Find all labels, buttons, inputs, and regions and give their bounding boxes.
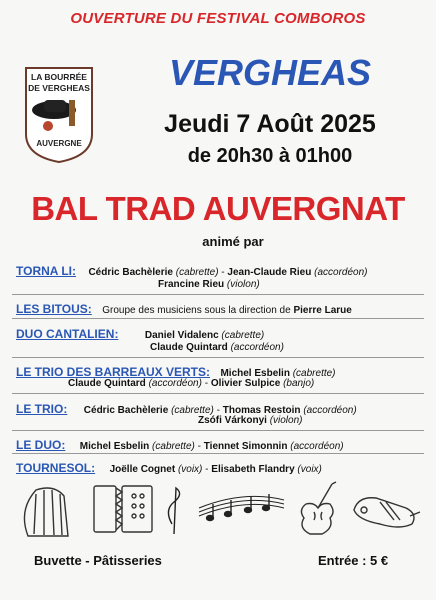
group-name: DUO CANTALIEN: [16,327,119,341]
musician-name: Michel Esbelin [79,441,150,452]
musician-name: Daniel Vidalenc [144,330,219,341]
musician-name: Zsófi Várkonyi [198,415,267,426]
instruments-illustration [14,480,424,542]
musician-name: Claude Quintard [68,378,146,389]
instrument: (accordéon) [230,342,284,353]
group-name: LES BITOUS: [16,302,92,316]
badge-icon [22,64,96,164]
hurdy-gurdy-icon [354,498,420,527]
separator: - [218,267,228,278]
group-name: LE TRIO: [16,402,68,416]
group-les-bitous [16,300,426,318]
event-subtitle: animé par [202,234,264,249]
instrument: (accordéon) [148,378,202,389]
instrument: (voix) [297,464,322,475]
group-name: TOURNESOL: [16,461,96,475]
refreshments-info: Buvette - Pâtisseries [34,553,162,568]
instrument: (banjo) [283,378,315,389]
festival-header: OUVERTURE DU FESTIVAL COMBOROS [70,10,366,27]
musician-name: Cédric Bachèlerie [83,405,169,416]
instrument: (cabrette) [221,330,265,341]
musician-name: Cédric Bachèlerie [88,267,173,278]
instrument: (cabrette) [152,441,195,452]
separator: - [194,441,204,452]
instrument: (cabrette) [175,267,219,278]
instrument: (violon) [269,415,303,426]
group-duo-cantalien-line2 [150,342,284,353]
music-notes-icon [168,488,284,534]
divider [12,294,424,295]
musician-name: Tiennet Simonnin [203,441,288,452]
entry-price: Entrée : 5 € [318,553,389,568]
instrument: (cabrette) [171,405,214,416]
group-description: Groupe des musiciens sous la direction de [102,305,291,316]
group-name: TORNA LI: [16,264,76,278]
divider [12,430,424,431]
badge-line2: DE VERGHEAS [28,83,90,93]
divider [12,357,424,358]
event-title: BAL TRAD AUVERGNAT [31,190,405,227]
musician-name: Pierre Larue [293,305,352,316]
group-name: LE DUO: [16,438,66,452]
instrument: (accordéon) [303,405,357,416]
group-torna-li [16,262,426,280]
group-duo-cantalien [16,325,426,343]
instrument: (cabrette) [292,368,336,379]
divider [12,453,424,454]
group-le-duo [16,436,431,454]
instrument: (accordéon) [314,267,368,278]
musician-name: Olivier Sulpice [210,378,281,389]
harp-icon [24,488,68,536]
musician-name: Elisabeth Flandry [211,464,295,475]
badge-line1: LA BOURRÉE [31,72,87,82]
musician-name: Jean-Claude Rieu [227,267,312,278]
separator: - [201,378,211,389]
musician-name: Joëlle Cognet [109,464,176,475]
divider [12,318,424,319]
musician-name: Thomas Restoin [222,405,301,416]
violin-icon [301,482,336,534]
separator: - [202,464,212,475]
badge-line3: AUVERGNE [36,139,82,148]
instrument: (accordéon) [290,441,344,452]
instrument: (voix) [177,464,203,475]
musician-name: Michel Esbelin [220,368,290,379]
event-date: Jeudi 7 Août 2025 [164,110,376,138]
event-time: de 20h30 à 01h00 [187,145,353,167]
group-name: LE TRIO DES BARREAUX VERTS: [16,365,211,379]
separator: - [213,405,223,416]
accordion-icon [94,486,152,532]
group-le-trio-line2 [198,415,302,426]
group-tournesol [16,459,431,477]
group-torna-li-line2 [158,279,260,290]
divider [12,393,424,394]
musician-name: Francine Rieu [158,279,225,290]
musician-name: Claude Quintard [150,342,228,353]
instrument: (violon) [226,279,260,290]
group-barreaux-verts-line2 [68,378,314,389]
association-badge [22,64,96,164]
town-name: VERGHEAS [168,52,372,93]
